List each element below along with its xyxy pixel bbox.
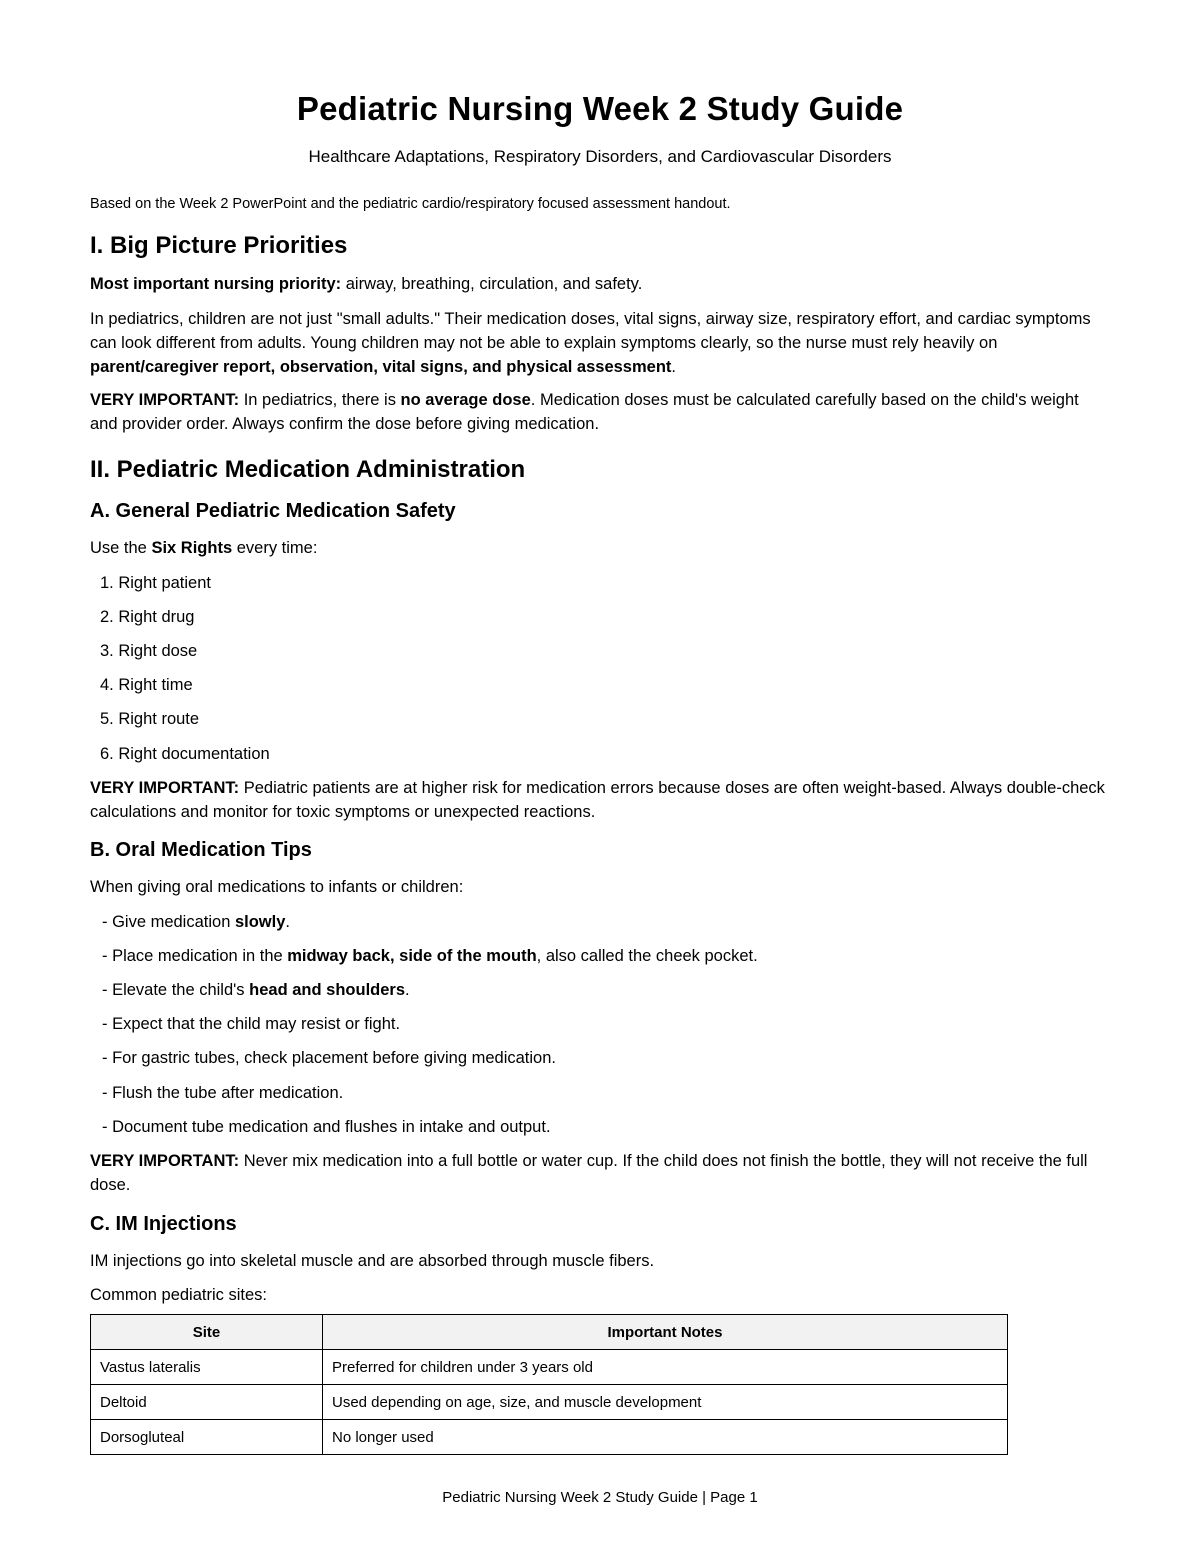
table-cell: Preferred for children under 3 years old [323,1350,1008,1385]
list-item: - Document tube medication and flushes in intake and output. [102,1118,551,1136]
table-cell: Deltoid [91,1385,323,1420]
page-footer: Pediatric Nursing Week 2 Study Guide | Page 1 [442,1489,758,1506]
list-item: 6. Right documentation [100,745,270,763]
six-rights-intro [90,536,1110,560]
list-item: 2. Right drug [100,608,195,626]
page-title: Pediatric Nursing Week 2 Study Guide [296,90,904,127]
table-row [91,1420,1008,1455]
column-header-notes: Important Notes [323,1315,1008,1350]
intro-text: Use the [90,539,152,557]
section-2-heading: II. Pediatric Medication Administration [90,456,526,483]
tip-emphasis: midway back, side of the mouth [287,947,537,965]
note-text: Never mix medication into a full bottle or water cup. If the child does not finish the bottle, they will not receive the full dose. [90,1152,1088,1194]
table-header-row [91,1315,1008,1350]
intro-text-end: every time: [232,539,318,557]
column-header-site: Site [91,1315,323,1350]
im-intro: IM injections go into skeletal muscle and are absorbed through muscle fibers. [90,1252,655,1270]
list-item: 4. Right time [100,676,193,694]
tip-text: - Place medication in the [102,947,288,965]
table-row [91,1385,1008,1420]
very-important-dose-note [90,388,1110,436]
paragraph-emphasis: parent/caregiver report, observation, vital signs, and physical assessment [90,358,672,376]
sites-label: Common pediatric sites: [90,1286,267,1304]
very-important-errors-note [90,776,1110,824]
paragraph-end: . [671,358,676,376]
tip-text: - Give medication [102,913,235,931]
oral-intro: When giving oral medications to infants or children: [90,878,464,896]
note-emphasis: no average dose [400,391,531,409]
subsection-a-heading: A. General Pediatric Medication Safety [90,500,456,522]
priority-text: airway, breathing, circulation, and safety. [341,275,643,293]
list-item: 1. Right patient [100,574,211,592]
note-text: In pediatrics, there is [239,391,401,409]
im-sites-table [90,1314,1008,1455]
very-important-label: VERY IMPORTANT: [90,1152,240,1170]
table-cell: Vastus lateralis [91,1350,323,1385]
table-cell: No longer used [323,1420,1008,1455]
list-item: 5. Right route [100,710,200,728]
paragraph-text: In pediatrics, children are not just "small adults." Their medication doses, vital signs, airway size, respiratory effort, and cardiac symptoms can look different from adults. Young children may not be able to explain symptoms clearly, so the nurse must rely heavily on [90,310,1091,352]
tip-text: - Elevate the child's [102,981,250,999]
subsection-b-heading: B. Oral Medication Tips [90,839,312,861]
tip-emphasis: head and shoulders [249,981,406,999]
list-item: - For gastric tubes, check placement before giving medication. [102,1049,556,1067]
page-subtitle: Healthcare Adaptations, Respiratory Disorders, and Cardiovascular Disorders [308,147,892,166]
very-important-label: VERY IMPORTANT: [90,779,240,797]
tip-end: . [405,981,410,999]
list-item: - Flush the tube after medication. [102,1084,344,1102]
tip-end: , also called the cheek pocket. [536,947,758,965]
source-note: Based on the Week 2 PowerPoint and the pediatric cardio/respiratory focused assessment handout. [90,196,731,212]
note-text-end: . Medication doses must be calculated carefully based on the child's weight and provider order. Always confirm the dose before giving medication. [90,391,1079,433]
list-item [102,910,1110,934]
subsection-c-heading: C. IM Injections [90,1213,237,1235]
table-cell: Dorsogluteal [91,1420,323,1455]
table-cell: Used depending on age, size, and muscle development [323,1385,1008,1420]
list-item [102,944,1110,968]
priority-label: Most important nursing priority: [90,275,342,293]
very-important-label: VERY IMPORTANT: [90,391,240,409]
list-item [102,978,1110,1002]
list-item: 3. Right dose [100,642,198,660]
note-text: Pediatric patients are at higher risk for medication errors because doses are often weight-based. Always double-check calculations and monitor for toxic symptoms or unexpected reactions. [90,779,1105,821]
very-important-bottle-note [90,1149,1110,1197]
table-row [91,1350,1008,1385]
pediatrics-paragraph [90,307,1110,379]
section-1-heading: I. Big Picture Priorities [90,232,348,259]
list-item: - Expect that the child may resist or fight. [102,1015,401,1033]
six-rights-label: Six Rights [151,539,233,557]
tip-end: . [285,913,290,931]
priority-statement [90,272,1110,296]
tip-emphasis: slowly [234,913,286,931]
